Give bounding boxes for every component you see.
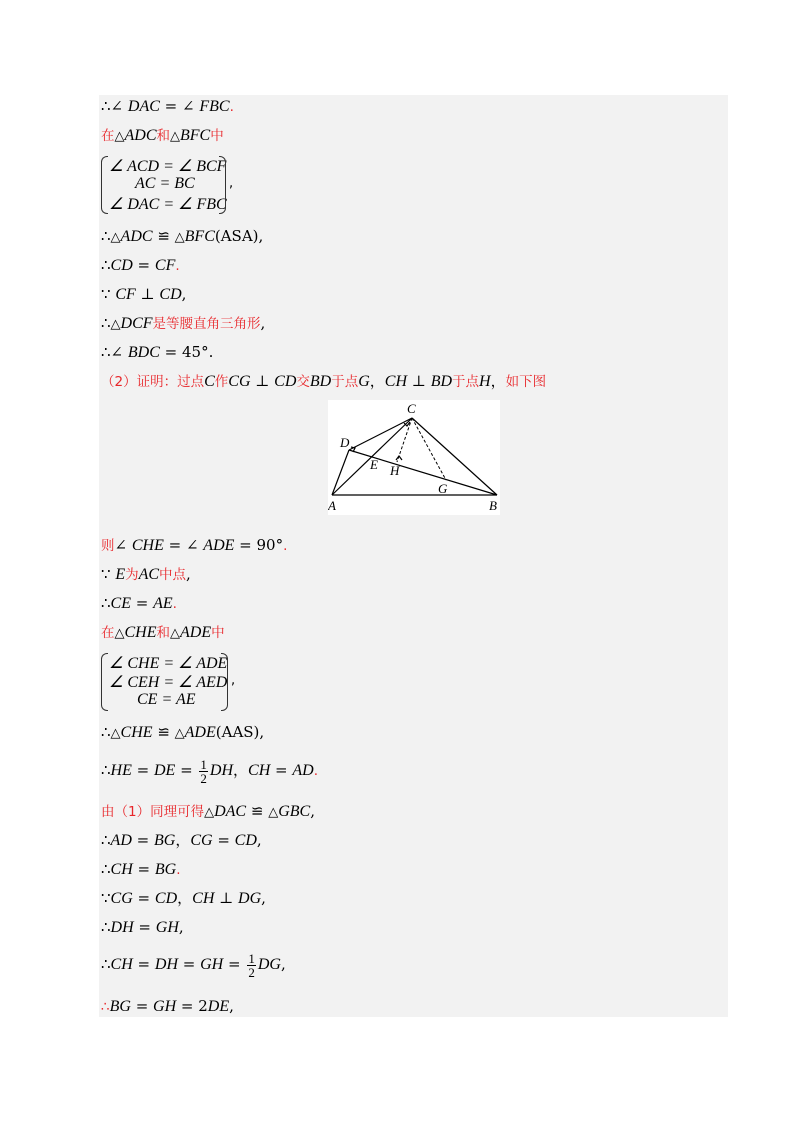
proof-line-16: ∴HE = DE = $\frac{1}{2}$ DH，CH = AD. xyxy=(101,756,319,786)
proof-line-6: ∵ CF ⊥ CD, xyxy=(101,285,187,303)
label-g: G xyxy=(438,481,448,496)
proof-line-17: 由（1）同理可得△DAC ≌ △GBC, xyxy=(101,802,315,820)
proof-line-21: ∴DH = GH, xyxy=(101,918,184,936)
proof-line-18: ∴AD = BG，CG = CD, xyxy=(101,831,262,849)
equation-system-1: ∠ ACD = ∠ BCF AC = BC ∠ DAC = ∠ FBC , xyxy=(101,156,241,214)
fraction-one-half-2: $\frac{1}{2}$ xyxy=(248,950,255,980)
label-d: D xyxy=(340,435,350,450)
proof-line-4: ∴△ADC ≌ △BFC(ASA), xyxy=(101,227,264,245)
proof-line-22: ∴CH = DH = GH = $\frac{1}{2}$ DG, xyxy=(101,950,286,980)
label-e: E xyxy=(370,457,378,472)
fraction-one-half: $\frac{1}{2}$ xyxy=(200,756,207,786)
proof-part-2-heading: （2）证明：过点C作CG ⊥ CD交BD于点G，CH ⊥ BD于点H，如下图 xyxy=(101,372,547,390)
proof-line-11: ∵ E为AC中点, xyxy=(101,565,191,583)
proof-line-19: ∴CH = BG. xyxy=(101,860,181,878)
proof-line-1: ∴∠ DAC = ∠ FBC. xyxy=(101,97,234,115)
proof-line-7: ∴△DCF是等腰直角三角形, xyxy=(101,314,266,332)
label-c: C xyxy=(407,401,416,416)
proof-line-23: ∴BG = GH = 2DE, xyxy=(101,997,234,1015)
proof-line-2: 在△ADC和△BFC中 xyxy=(101,127,224,144)
proof-line-10: 则∠ CHE = ∠ ADE = 90°. xyxy=(101,536,288,554)
proof-line-13: 在△CHE和△ADE中 xyxy=(101,624,225,641)
label-h: H xyxy=(390,463,400,478)
proof-line-15: ∴△CHE ≌ △ADE(AAS), xyxy=(101,723,265,741)
geometry-figure xyxy=(328,400,500,515)
label-a: A xyxy=(328,498,336,513)
proof-line-20: ∵CG = CD，CH ⊥ DG, xyxy=(101,889,266,907)
equation-system-2: ∠ CHE = ∠ ADE ∠ CEH = ∠ AED CE = AE , xyxy=(101,653,241,711)
proof-line-8: ∴∠ BDC = 45°. xyxy=(101,343,214,361)
proof-line-12: ∴CE = AE. xyxy=(101,594,177,612)
proof-line-5: ∴CD = CF. xyxy=(101,256,180,274)
label-b: B xyxy=(489,498,497,513)
